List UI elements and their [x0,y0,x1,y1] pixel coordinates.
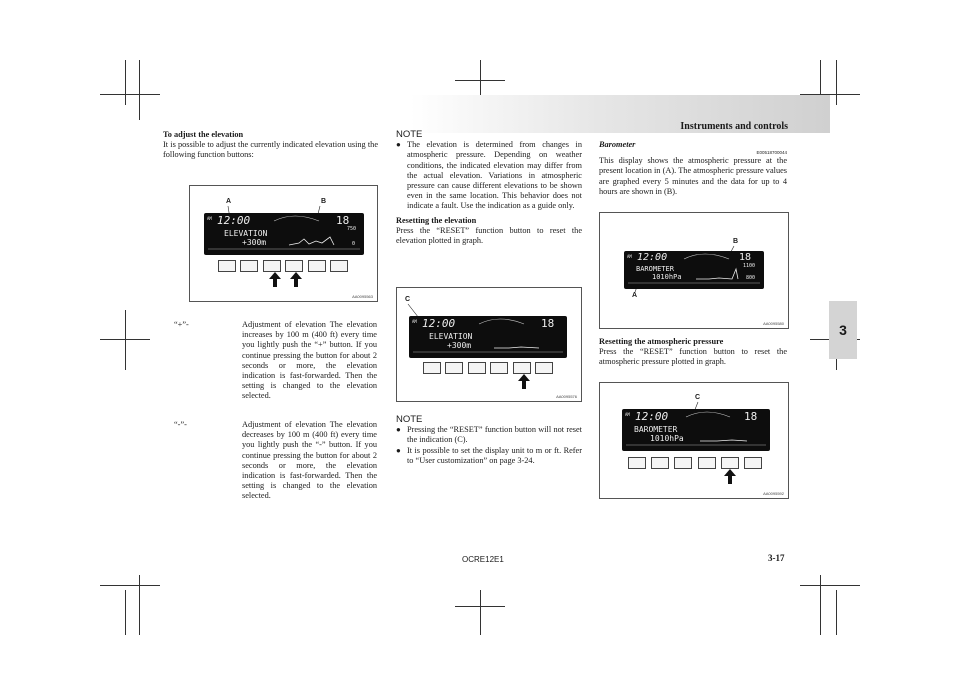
press-arrows [600,383,788,498]
crop-mark [836,60,837,105]
lcd-mode: ELEVATION [224,229,268,238]
lcd-am: AM [207,216,212,221]
lcd-display [624,251,764,289]
bullet-icon: ● [396,140,401,150]
callout-a: A [226,198,232,205]
crop-mark [125,590,126,635]
lcd-am: AM [412,319,417,324]
reset-paragraph: Press the “RESET” function button to reset the elevation plotted in graph. [396,225,582,246]
lcd-graph-bottom: 0 [352,241,356,247]
term-plus: “+”- [174,320,189,329]
note-item [396,140,582,211]
term-minus: “-”- [174,420,187,429]
crop-mark [139,60,140,120]
section-code: E00518700044 [756,150,787,156]
note-item [396,446,582,466]
crop-mark [100,585,160,586]
lcd-mode: ELEVATION [429,332,473,341]
press-arrows [397,288,581,401]
lcd-graph [624,251,764,289]
reset-barometer-figure [599,382,789,499]
callout-c: C [405,296,411,303]
chapter-tab: 3 [829,301,857,359]
lcd-graph-top: 750 [347,226,357,232]
crop-mark [455,80,505,81]
lcd-value: +300m [447,341,472,350]
section-heading: Barometer [599,140,636,149]
figure-id: AA0095563 [352,294,373,299]
callout-b: B [321,198,327,205]
figure-id: AA0095592 [763,491,784,496]
elevation-figure [189,185,378,302]
barometer-figure [599,212,789,329]
crop-mark [139,575,140,635]
lcd-time: 12:00 [637,252,668,263]
callout-c: C [695,394,701,401]
bullet-icon: ● [396,425,401,435]
barometer-paragraph: This display shows the atmospheric pressure at the present location in (A). The atmospheric pressure values are graphed every 5 minutes and the data for up to 4 hours are shown in (B). [599,156,787,196]
desc-minus: Adjustment of elevation The elevation decreases by 100 m (400 ft) every time you lightly push the “-” button. If you continue pressing the button for about 2 seconds or more, the elevation indication is fast-forwarded. Then the setting is changed to the elevation selected. [242,420,377,501]
crop-mark [820,575,821,635]
left-column [163,130,378,161]
bullet-icon: ● [396,445,401,455]
lcd-mode: BAROMETER [636,265,674,273]
right-column [599,140,787,197]
reset-paragraph: Press the “RESET” function button to reset the atmospheric pressure plotted in graph. [599,347,787,367]
crop-mark [100,94,160,95]
lcd-time: 12:00 [422,317,456,330]
press-arrows [190,186,377,301]
reset-elevation-figure [396,287,582,402]
lcd-value: 1010hPa [650,434,684,443]
callout-b: B [733,238,739,245]
figure-id: AA0095576 [556,394,577,399]
lcd-graph-top: 1100 [743,263,756,269]
reset-heading: Resetting the atmospheric pressure [599,337,724,346]
lcd-am: AM [627,254,632,259]
lcd-value: 1010hPa [652,273,682,281]
crop-mark [480,590,481,635]
note-item [396,425,582,445]
section-title: Instruments and controls [680,121,788,132]
lcd-am: AM [625,412,630,417]
crop-mark [455,606,505,607]
note-heading: NOTE [396,414,423,425]
lcd-graph-bottom: 800 [746,275,756,281]
intro-paragraph: It is possible to adjust the currently indicated elevation using the following function buttons: [163,140,378,160]
note-text: The elevation is determined from changes in atmospheric pressure. Depending on weather conditions, the indicated elevation may differ from the actual elevation. Variations in atmospheric pressure can cause different elevations to be shown even in the same location. This behavior does not indicate a fault. Use the indication as a guide only. [407,140,582,211]
note-text: Pressing the “RESET” function button will not reset the indication (C). [407,425,582,445]
middle-column [396,130,582,246]
middle-note-2 [396,415,582,466]
callout-a: A [632,292,638,299]
doc-code: OCRE12E1 [462,555,504,564]
note-text: It is possible to set the display unit to m or ft. Refer to “User customization” on page 3-24. [407,445,582,465]
crop-mark [800,585,860,586]
crop-mark [125,60,126,105]
right-reset-section [599,337,787,368]
lcd-time: 12:00 [217,214,251,227]
lcd-temp: 18 [744,410,758,423]
lcd-temp: 18 [739,252,752,263]
desc-plus: Adjustment of elevation The elevation increases by 100 m (400 ft) every time you lightly push the “+” button. If you continue pressing the button for about 2 seconds or more, the elevation indication is fast-forwarded. Then the setting is changed to the elevation selected. [242,320,377,401]
note-heading: NOTE [396,129,423,140]
reset-heading: Resetting the elevation [396,215,477,225]
lcd-value: +300m [242,238,267,247]
crop-mark [836,590,837,635]
page-number: 3-17 [768,553,785,563]
lcd-temp: 18 [336,214,350,227]
crop-mark [125,310,126,370]
section-heading: To adjust the elevation [163,130,244,139]
lcd-temp: 18 [541,317,555,330]
lcd-time: 12:00 [635,410,669,423]
lcd-mode: BAROMETER [634,425,678,434]
figure-id: AA0095580 [763,321,784,326]
